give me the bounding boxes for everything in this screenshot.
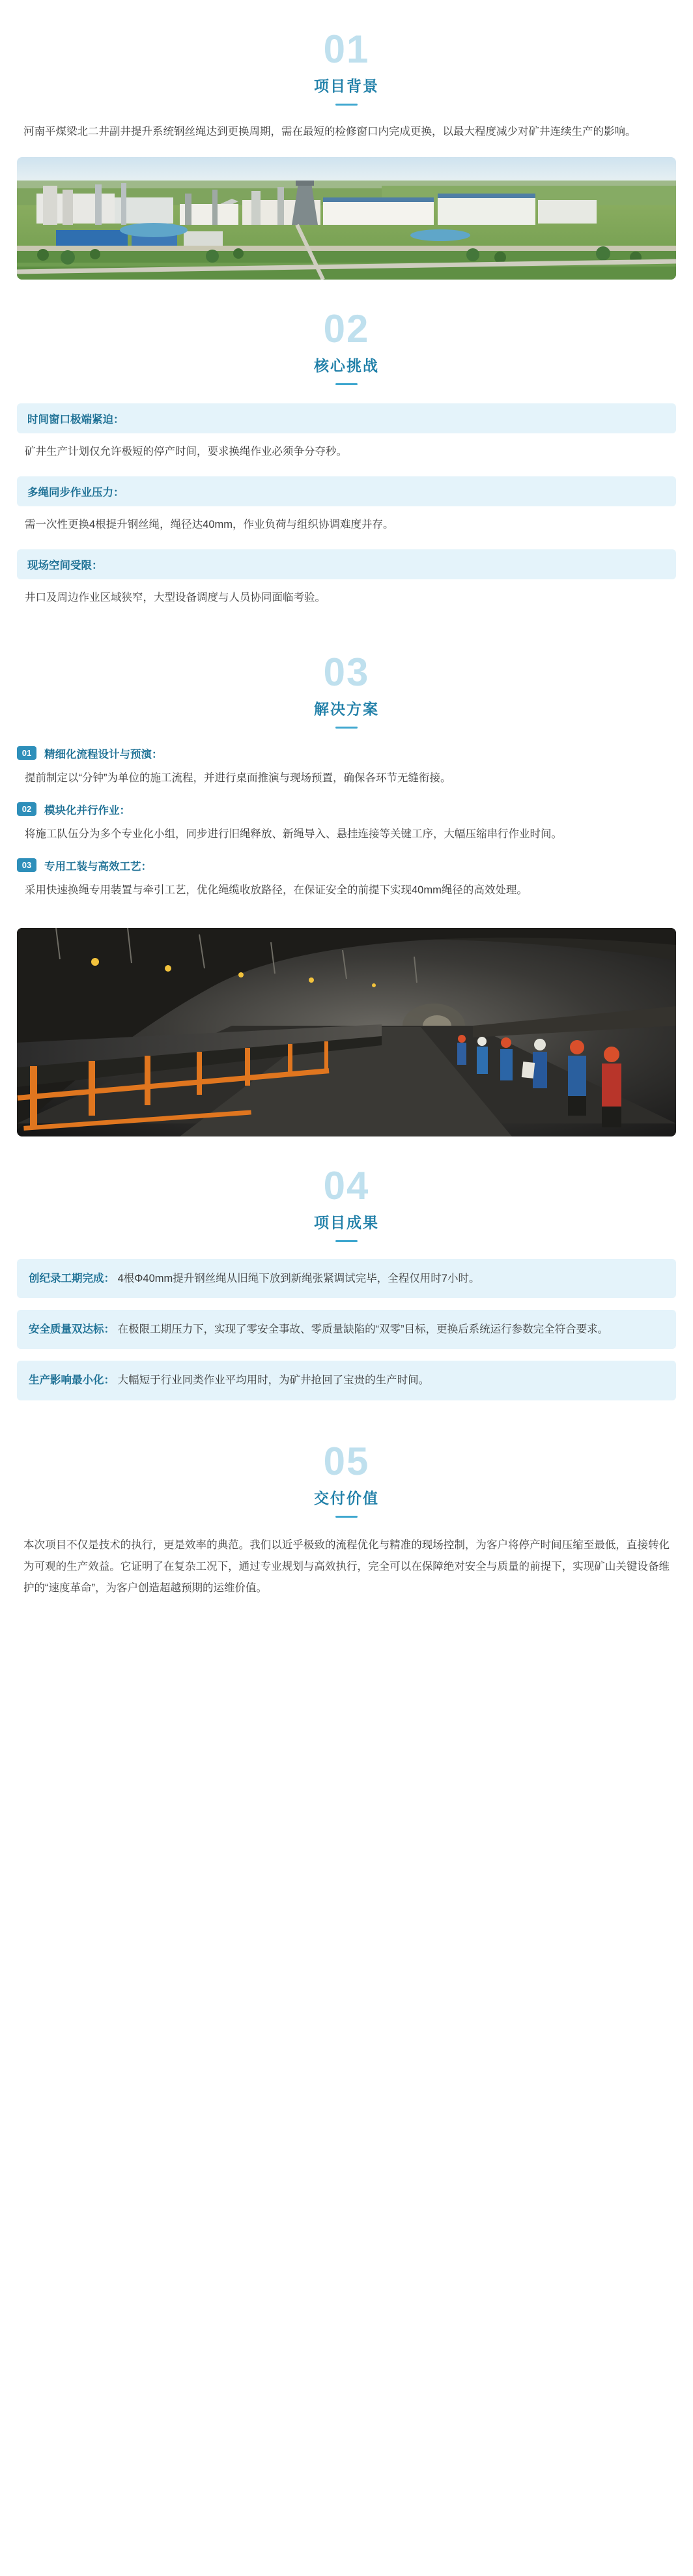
solution-head <box>17 858 676 873</box>
challenge-item <box>17 549 676 608</box>
challenge-title: 多绳同步作业压力： <box>17 476 676 506</box>
title-divider <box>335 1516 358 1518</box>
solution-item <box>17 745 676 789</box>
result-item <box>17 1310 676 1349</box>
tunnel-illustration <box>17 928 676 1136</box>
section-number: 03 <box>323 650 370 694</box>
result-item <box>17 1259 676 1298</box>
section-number: 01 <box>323 27 370 71</box>
section-title: 解决方案 <box>314 700 379 717</box>
challenge-title: 时间窗口极端紧迫： <box>17 403 676 433</box>
result-text: 在极限工期压力下，实现了零安全事故、零质量缺陷的“双零”目标，更换后系统运行参数完全符合要求。 <box>115 1324 609 1336</box>
section-number: 04 <box>323 1164 370 1208</box>
aerial-site-illustration <box>17 157 676 280</box>
solution-head <box>17 745 676 761</box>
section-number: 05 <box>323 1439 370 1483</box>
challenge-text: 矿井生产计划仅允许极短的停产时间，要求换绳作业必须争分夺秒。 <box>25 446 347 457</box>
challenge-item <box>17 403 676 462</box>
title-divider <box>335 104 358 106</box>
section-title: 交付价值 <box>314 1489 379 1507</box>
section-header-02 <box>0 280 693 392</box>
solution-text: 采用快速换绳专用装置与牵引工艺，优化绳缆收放路径，在保证安全的前提下实现40mm绳径的高效处理。 <box>25 884 528 896</box>
solution-title: 专用工装与高效工艺： <box>44 860 152 873</box>
challenge-text: 需一次性更换4根提升钢丝绳，绳径达40mm，作业负荷与组织协调难度并存。 <box>25 519 394 531</box>
section-header-05 <box>0 1412 693 1524</box>
solution-badge: 03 <box>17 858 36 872</box>
solution-title: 模块化并行作业： <box>44 804 130 817</box>
photo-aerial-wrap <box>0 143 693 280</box>
background-paragraph: 河南平煤梁北二井副井提升系统钢丝绳达到更换周期，需在最短的检修窗口内完成更换，以最大程度减少对矿井连续生产的影响。 <box>23 126 636 137</box>
section-header-01 <box>0 0 693 112</box>
solution-list <box>0 745 693 901</box>
challenge-text: 井口及周边作业区域狭窄，大型设备调度与人员协同面临考验。 <box>25 592 326 604</box>
result-label: 创纪录工期完成： <box>29 1273 115 1285</box>
section-title: 核心挑战 <box>314 357 379 374</box>
result-label: 安全质量双达标： <box>29 1324 115 1336</box>
photo-tunnel <box>17 928 676 1136</box>
title-divider <box>335 383 358 385</box>
result-text: 大幅短于行业同类作业平均用时，为矿井抢回了宝贵的生产时间。 <box>115 1374 430 1387</box>
result-item <box>17 1361 676 1400</box>
challenge-item <box>17 476 676 535</box>
title-divider <box>335 727 358 729</box>
section-title: 项目背景 <box>314 78 379 94</box>
solution-head <box>17 802 676 817</box>
result-list <box>0 1259 693 1400</box>
closing-paragraph: 本次项目不仅是技术的执行，更是效率的典范。我们以近乎极致的流程优化与精准的现场控制，为客户将停产时间压缩至最低，直接转化为可观的生产效益。它证明了在复杂工况下，通过专业规划与高效执行，完全可以在保障绝对安全与质量的前提下，实现矿山关键设备维护的“速度革命”，为客户创造超越预期的运维价值。 <box>23 1539 670 1594</box>
result-text: 4根Φ40mm提升钢丝绳从旧绳下放到新绳张紧调试完毕，全程仅用时7小时。 <box>115 1273 480 1285</box>
solution-text: 将施工队伍分为多个专业化小组，同步进行旧绳释放、新绳导入、悬挂连接等关键工序，大幅压缩串行作业时间。 <box>25 828 562 840</box>
section-header-04 <box>0 1136 693 1249</box>
solution-title: 精细化流程设计与预演： <box>44 748 163 760</box>
solution-item <box>17 858 676 901</box>
section-number: 02 <box>323 307 370 351</box>
solution-item <box>17 802 676 845</box>
photo-aerial <box>17 157 676 280</box>
solution-text: 提前制定以“分钟”为单位的施工流程，并进行桌面推演与现场预置，确保各环节无缝衔接。 <box>25 772 451 784</box>
solution-badge: 02 <box>17 802 36 816</box>
photo-tunnel-wrap <box>0 914 693 1136</box>
section-header-03 <box>0 623 693 735</box>
challenge-list <box>0 403 693 609</box>
bottom-spacer <box>0 1599 693 1621</box>
section-title: 项目成果 <box>314 1214 379 1232</box>
challenge-title: 现场空间受限： <box>17 549 676 579</box>
result-label: 生产影响最小化： <box>29 1374 115 1387</box>
title-divider <box>335 1240 358 1242</box>
solution-badge: 01 <box>17 746 36 760</box>
